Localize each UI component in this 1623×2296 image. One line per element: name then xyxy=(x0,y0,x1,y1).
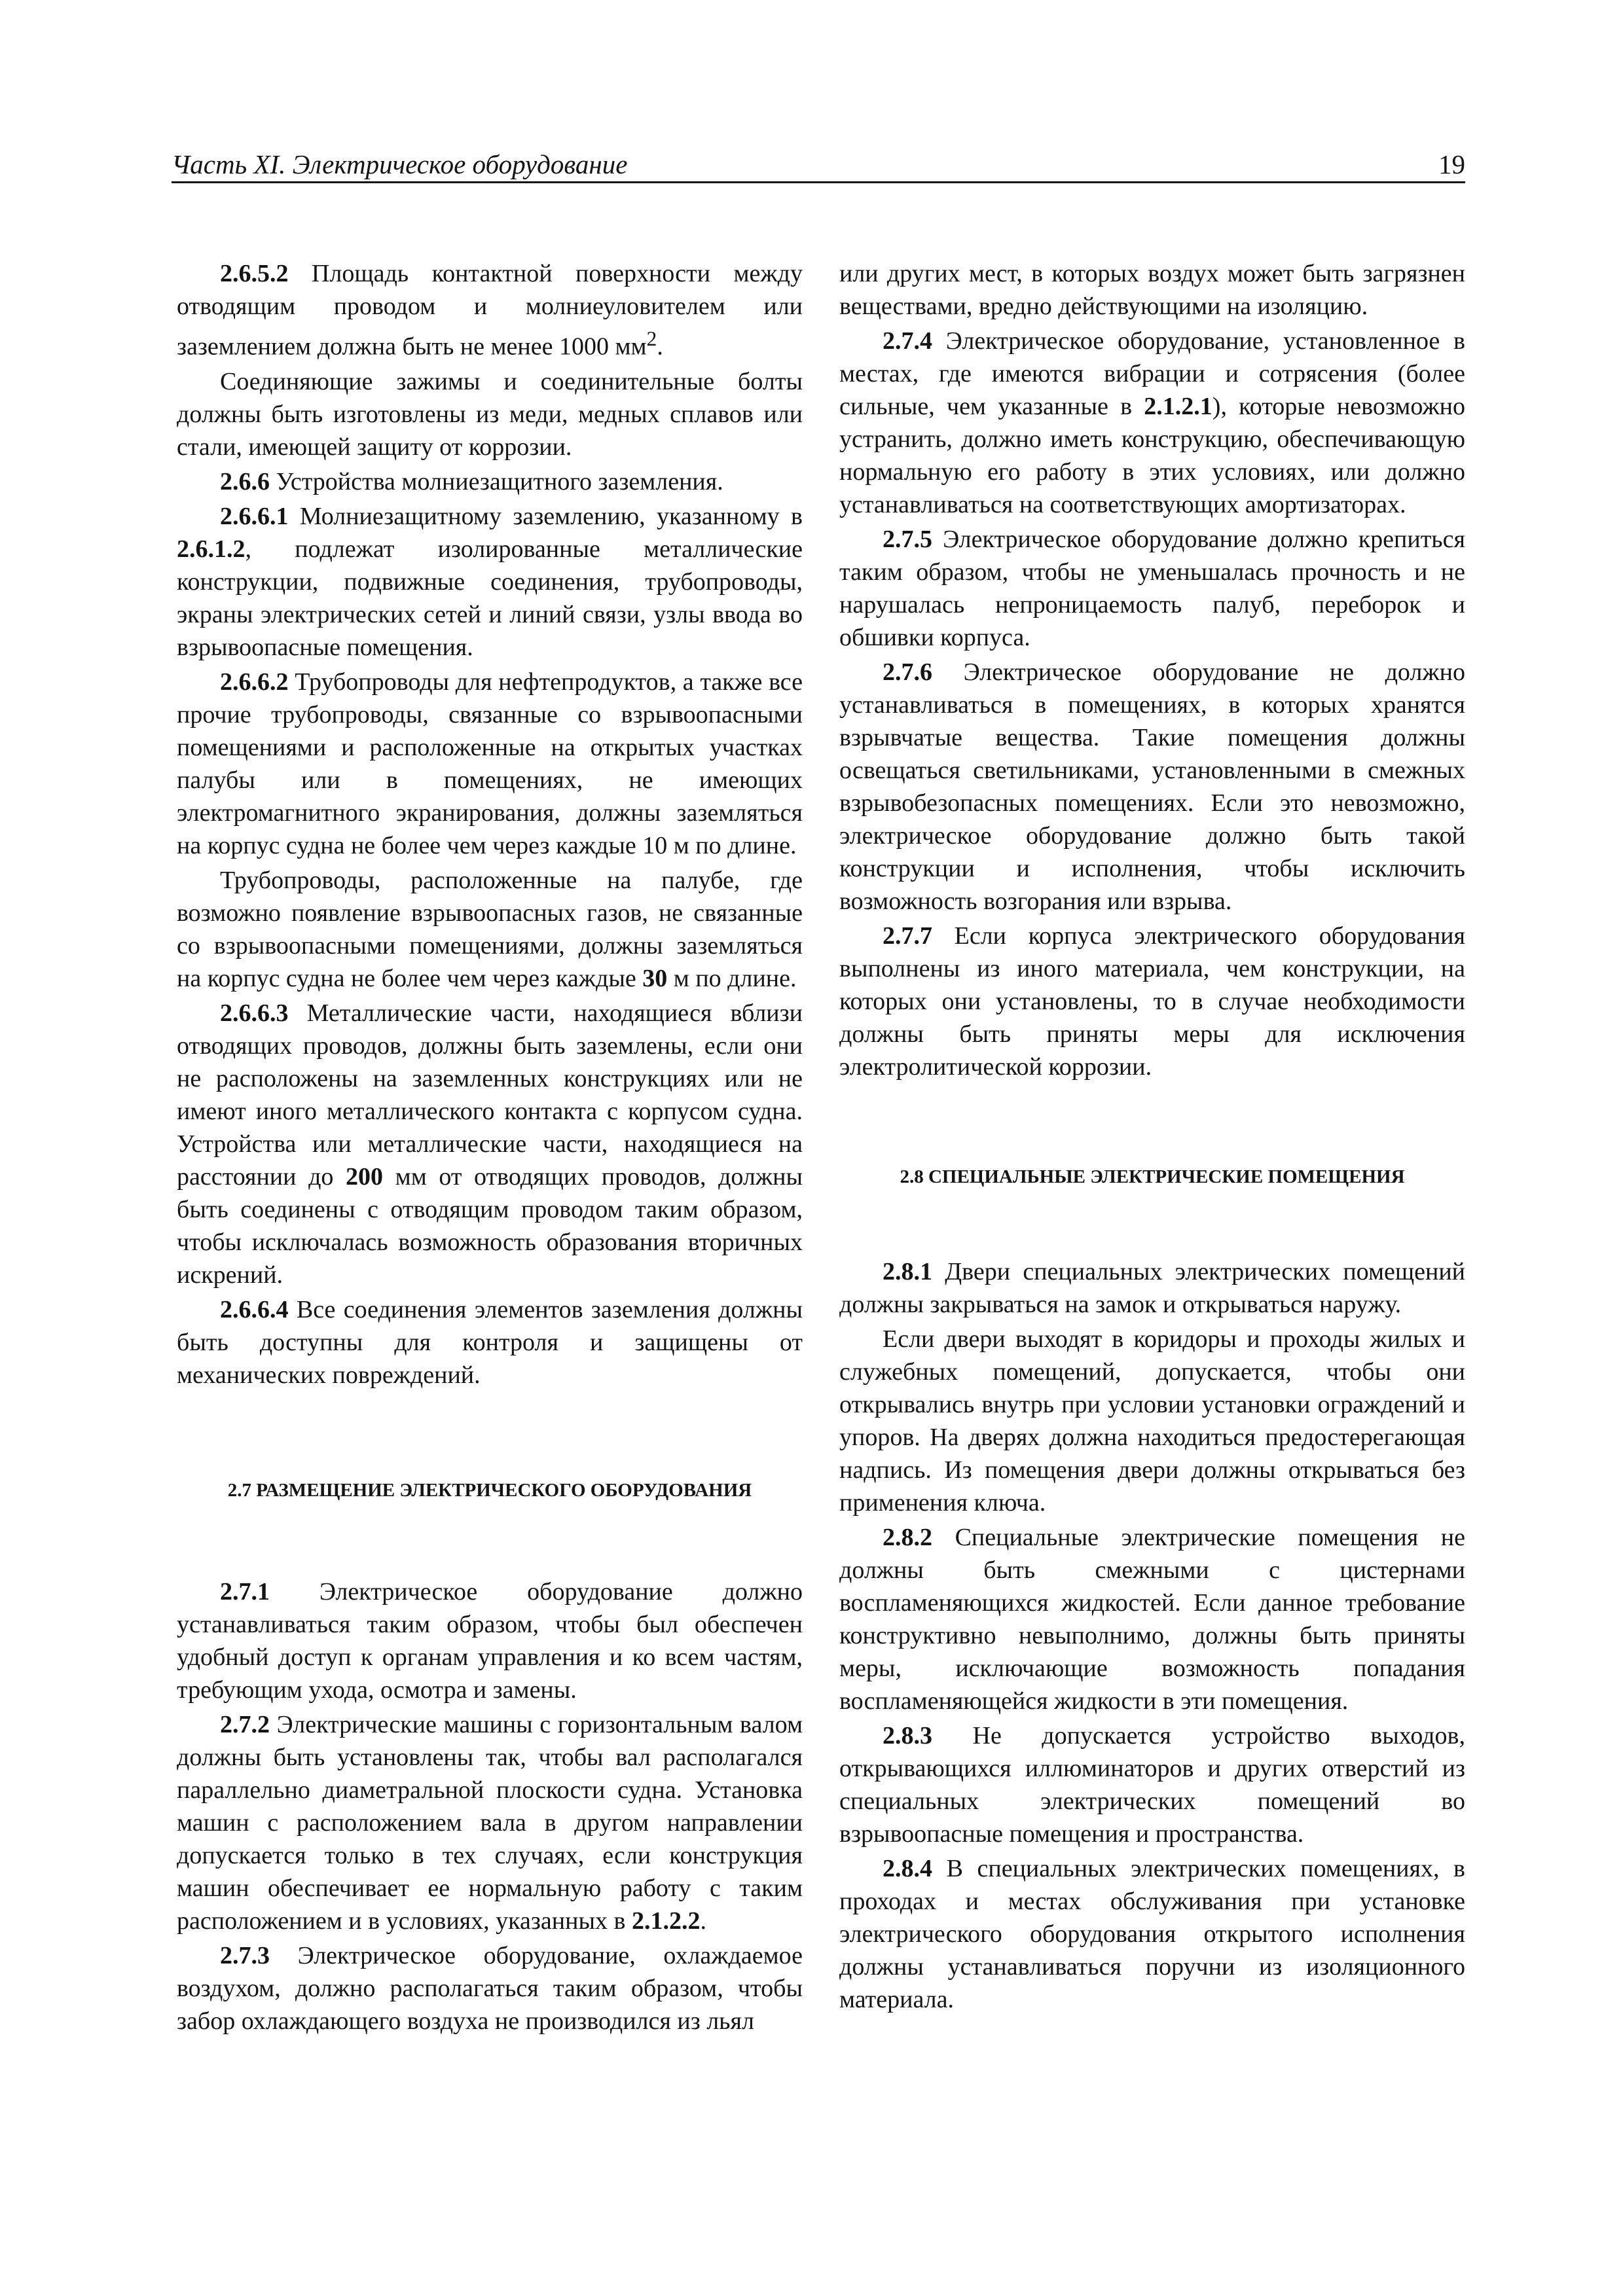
bold-number: 200 xyxy=(346,1162,384,1191)
clause-number: 2.7.4 xyxy=(883,327,932,355)
paragraph-text: Все соединения элементов заземления должны быть доступны для контроля и защищены от механических повреждений. xyxy=(177,1295,803,1389)
right-column xyxy=(839,257,1465,2018)
paragraph-text: Электрическое оборудование должно устанавливаться таким образом, чтобы был обеспечен удобный доступ к органам управления и ко всем частям, требующим ухода, осмотра и замены. xyxy=(177,1577,803,1704)
clause-number: 2.6.6 xyxy=(220,467,270,495)
section-gap xyxy=(839,1190,1465,1255)
clause-number: 2.6.6.2 xyxy=(220,668,289,696)
paragraph-text-b: мм от отводящих проводов, должны быть соединены с отводящим проводом таким образом, чтобы исключалась возможность образования вторичных искрений. xyxy=(177,1162,803,1289)
paragraph: Соединяющие зажимы и соединительные болты должны быть изготовлены из меди, медных сплавов или стали, имеющей защиту от коррозии. xyxy=(177,367,803,461)
paragraph-text: Устройства молниезащитного заземления. xyxy=(270,467,723,495)
paragraph-2-6-6 xyxy=(177,465,803,498)
paragraph-2-8-2 xyxy=(839,1521,1465,1717)
paragraph-text: Площадь контактной поверхности между отводящим проводом и молниеуловителем или заземлением должна быть не менее 1000 мм xyxy=(177,260,803,361)
page-header xyxy=(172,145,1465,183)
paragraph-continued: или других мест, в которых воздух может быть загрязнен веществами, вредно действующими на изоляцию. xyxy=(839,260,1465,320)
header-rule xyxy=(172,181,1465,183)
paragraph-2-6-6-1 xyxy=(177,500,803,664)
paragraph-text: Если корпуса электрического оборудования выполнены из иного материала, чем конструкции, на которых они установлены, то в случае необходимости должны быть приняты меры для исключения электролитической коррозии. xyxy=(839,922,1465,1081)
paragraph-2-8-3 xyxy=(839,1719,1465,1850)
paragraph-2-6-5-2 xyxy=(177,257,803,363)
paragraph-text: Электрическое оборудование, установленное в местах, где имеются вибрации и сотрясения (более сильные, чем указанные в xyxy=(839,327,1465,420)
paragraph-text: Специальные электрические помещения не должны быть смежными с цистернами воспламеняющихся жидкостей. Если данное требование конструктивно невыполнимо, должны быть приняты меры, исключающие возможность попадания воспламеняющейся жидкости в эти помещения. xyxy=(839,1524,1465,1715)
paragraph-text: Молниезащитному заземлению, указанному в xyxy=(288,502,803,530)
paragraph-2-7-2 xyxy=(177,1708,803,1937)
paragraph-2-8-4 xyxy=(839,1852,1465,2016)
clause-number: 2.6.5.2 xyxy=(220,260,289,287)
paragraph-text: Не допускается устройство выходов, открывающихся иллюминаторов и других отверстий из специальных электрических помещений во взрывоопасные помещения и пространства. xyxy=(839,1722,1465,1848)
paragraph-2-7-4 xyxy=(839,325,1465,521)
clause-number: 2.8.3 xyxy=(883,1722,932,1749)
paragraph-text: Металлические части, находящиеся вблизи отводящих проводов, должны быть заземлены, если они не расположены на заземленных конструкциях или не имеют иного металлического контакта с корпусом судна. Устройства или металлические части, находящиеся на расстоянии до xyxy=(177,999,803,1191)
section-gap xyxy=(177,1393,803,1477)
paragraph-text: Трубопроводы, расположенные на палубе, где возможно появление взрывоопасных газов, не связанные со взрывоопасными помещениями, должны заземляться на корпус судна не более чем через каждые xyxy=(177,866,803,992)
paragraph-text: Электрическое оборудование не должно устанавливаться в помещениях, в которых хранятся взрывчатые вещества. Такие помещения должны освещаться светильниками, установленными в смежных взрывобезопасных помещениях. Если это невозможно, электрическое оборудование должно быть такой конструкции и исполнения, чтобы исключить возможность возгорания или взрыва. xyxy=(839,658,1465,915)
clause-number: 2.8.4 xyxy=(883,1855,932,1882)
paragraph-2-6-6-3 xyxy=(177,997,803,1291)
paragraph-text: Трубопроводы для нефтепродуктов, а также все прочие трубопроводы, связанные со взрывоопасными помещениями и расположенные на открытых участках палубы или в помещениях, не имеющих электромагнитного экранирования, должны заземляться на корпус судна не более чем через каждые 10 м по длине. xyxy=(177,668,803,859)
paragraph-2-7-5 xyxy=(839,523,1465,654)
superscript: 2 xyxy=(646,327,657,350)
clause-reference: 2.6.1.2 xyxy=(177,535,246,563)
clause-number: 2.7.7 xyxy=(883,922,932,950)
section-heading-2-8: 2.8 СПЕЦИАЛЬНЫЕ ЭЛЕКТРИЧЕСКИЕ ПОМЕЩЕНИЯ xyxy=(900,1166,1405,1187)
paragraph-2-8-1 xyxy=(839,1255,1465,1321)
paragraph-2-6-6-4 xyxy=(177,1293,803,1391)
running-title: Часть XI. Электрическое оборудование xyxy=(172,149,628,179)
clause-reference: 2.1.2.1 xyxy=(1144,393,1213,420)
paragraph-text: Электрическое оборудование должно крепиться таким образом, чтобы не уменьшалась прочность и не нарушалась непроницаемость палуб, переборок и обшивки корпуса. xyxy=(839,526,1465,651)
clause-reference: 2.1.2.2 xyxy=(631,1907,701,1935)
clause-number: 2.6.6.3 xyxy=(220,999,289,1027)
page-number: 19 xyxy=(1438,149,1465,179)
clause-number: 2.7.2 xyxy=(220,1710,270,1738)
paragraph-2-6-6-2 xyxy=(177,666,803,862)
paragraph: Если двери выходят в коридоры и проходы жилых и служебных помещений, допускается, чтобы они открывались внутрь при условии установки ограждений и упоров. На дверях должна находиться предостерегающая надпись. Из помещения двери должны открываться без применения ключа. xyxy=(839,1325,1465,1516)
paragraph-text: Электрические машины с горизонтальным валом должны быть установлены так, чтобы вал располагался параллельно диаметральной плоскости судна. Установка машин с расположением вала в другом направлении допускается только в тех случаях, если конструкция машин обеспечивает ее нормальную работу с таким расположением и в условиях, указанных в xyxy=(177,1710,803,1935)
clause-number: 2.8.2 xyxy=(883,1524,932,1551)
left-column xyxy=(177,257,803,2039)
paragraph-text: Двери специальных электрических помещений должны закрываться на замок и открываться наружу. xyxy=(839,1258,1465,1318)
paragraph-text-end: . xyxy=(657,332,663,361)
paragraph-text-b: м по длине. xyxy=(667,964,797,992)
paragraph-text: В специальных электрических помещениях, в проходах и местах обслуживания при установке электрического оборудования открытого исполнения должны устанавливаться поручни из изоляционного материала. xyxy=(839,1855,1465,2013)
section-gap xyxy=(839,1085,1465,1164)
paragraph-2-7-1 xyxy=(177,1575,803,1706)
paragraph-2-7-3 xyxy=(177,1939,803,2037)
clause-number: 2.7.1 xyxy=(220,1577,270,1605)
bold-number: 30 xyxy=(642,964,668,992)
clause-number: 2.6.6.1 xyxy=(220,502,289,530)
section-heading-2-7: 2.7 РАЗМЕЩЕНИЕ ЭЛЕКТРИЧЕСКОГО ОБОРУДОВАНИЯ xyxy=(227,1479,752,1501)
clause-number: 2.7.5 xyxy=(883,526,932,553)
paragraph-text-b: . xyxy=(700,1907,706,1935)
paragraph-2-7-6 xyxy=(839,656,1465,918)
section-gap xyxy=(177,1503,803,1575)
paragraph-2-7-7 xyxy=(839,920,1465,1083)
paragraph xyxy=(177,864,803,995)
paragraph-text: Электрическое оборудование, охлаждаемое воздухом, должно располагаться таким образом, чтобы забор охлаждающего воздуха не производился из льял xyxy=(177,1941,803,2035)
paragraph-text-b: ), которые невозможно устранить, должно иметь конструкцию, обеспечивающую нормальную его работу в этих условиях, или должно устанавливаться на соответствующих амортизаторах. xyxy=(839,393,1465,518)
clause-number: 2.7.6 xyxy=(883,658,932,686)
paragraph-text-b: , подлежат изолированные металлические конструкции, подвижные соединения, трубопроводы, экраны электрических сетей и линий связи, узлы ввода во взрывоопасные помещения. xyxy=(177,535,803,661)
clause-number: 2.8.1 xyxy=(883,1258,932,1285)
clause-number: 2.6.6.4 xyxy=(220,1295,289,1323)
clause-number: 2.7.3 xyxy=(220,1941,270,1969)
